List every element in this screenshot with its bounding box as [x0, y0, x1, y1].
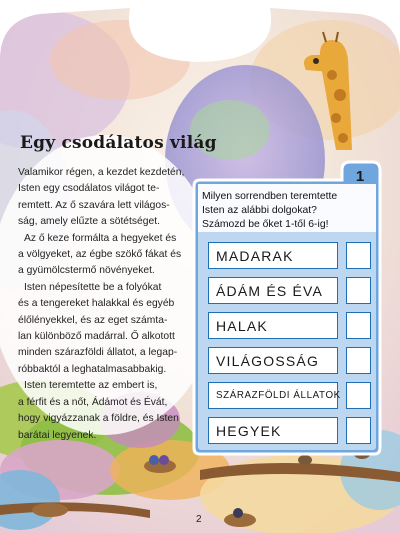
item-label-hegyek: HEGYEK — [208, 417, 338, 444]
paragraph: Az ő keze formálta a hegyeket és a völgyeket, az égbe szökő fákat és a gyümölcstermő növényeket. — [18, 232, 182, 277]
answer-box-madarak[interactable] — [346, 242, 371, 269]
story-text — [18, 165, 196, 444]
answer-box-hegyek[interactable] — [346, 417, 371, 444]
item-label-adam-es-eva: ÁDÁM ÉS ÉVA — [208, 277, 338, 304]
item-label-vilagossag: VILÁGOSSÁG — [208, 347, 338, 374]
answer-box-adam-es-eva[interactable] — [346, 277, 371, 304]
item-label-halak: HALAK — [208, 312, 338, 339]
answer-box-szarazfoldi-allatok[interactable] — [346, 382, 371, 409]
ordering-exercise-card — [192, 160, 384, 456]
item-label-madarak: MADARAK — [208, 242, 338, 269]
paragraph: Isten népesítette be a folyókat és a tengereket halakkal és egyéb élőlényekkel, és az eget számta- lan különböző madárral. Ő alkotott minden szárazföldi állatot, a legap- róbbaktól a leghatalmasabbakig. — [18, 281, 178, 375]
page-title: Egy csodálatos világ — [20, 133, 217, 153]
exercise-question: Milyen sorrendben teremtette Isten az alábbi dolgokat? Számozd be őket 1-től 6-ig! — [202, 191, 338, 230]
answer-box-vilagossag[interactable] — [346, 347, 371, 374]
page-number: 2 — [196, 514, 202, 525]
exercise-number: 1 — [355, 168, 365, 185]
answer-box-halak[interactable] — [346, 312, 371, 339]
paragraph: Valamikor régen, a kezdet kezdetén, Isten egy csodálatos világot te- remtett. Az ő szavára lett világos- ság, amely elűzte a sötétséget. — [18, 167, 185, 228]
item-label-szarazfoldi-allatok: SZÁRAZFÖLDI ÁLLATOK — [208, 382, 338, 409]
paragraph: Isten teremtette az embert is, a férfit és a nőt, Ádámot és Évát, hogy vigyázzanak a földre, és Isten barátai legyenek. — [18, 380, 179, 441]
